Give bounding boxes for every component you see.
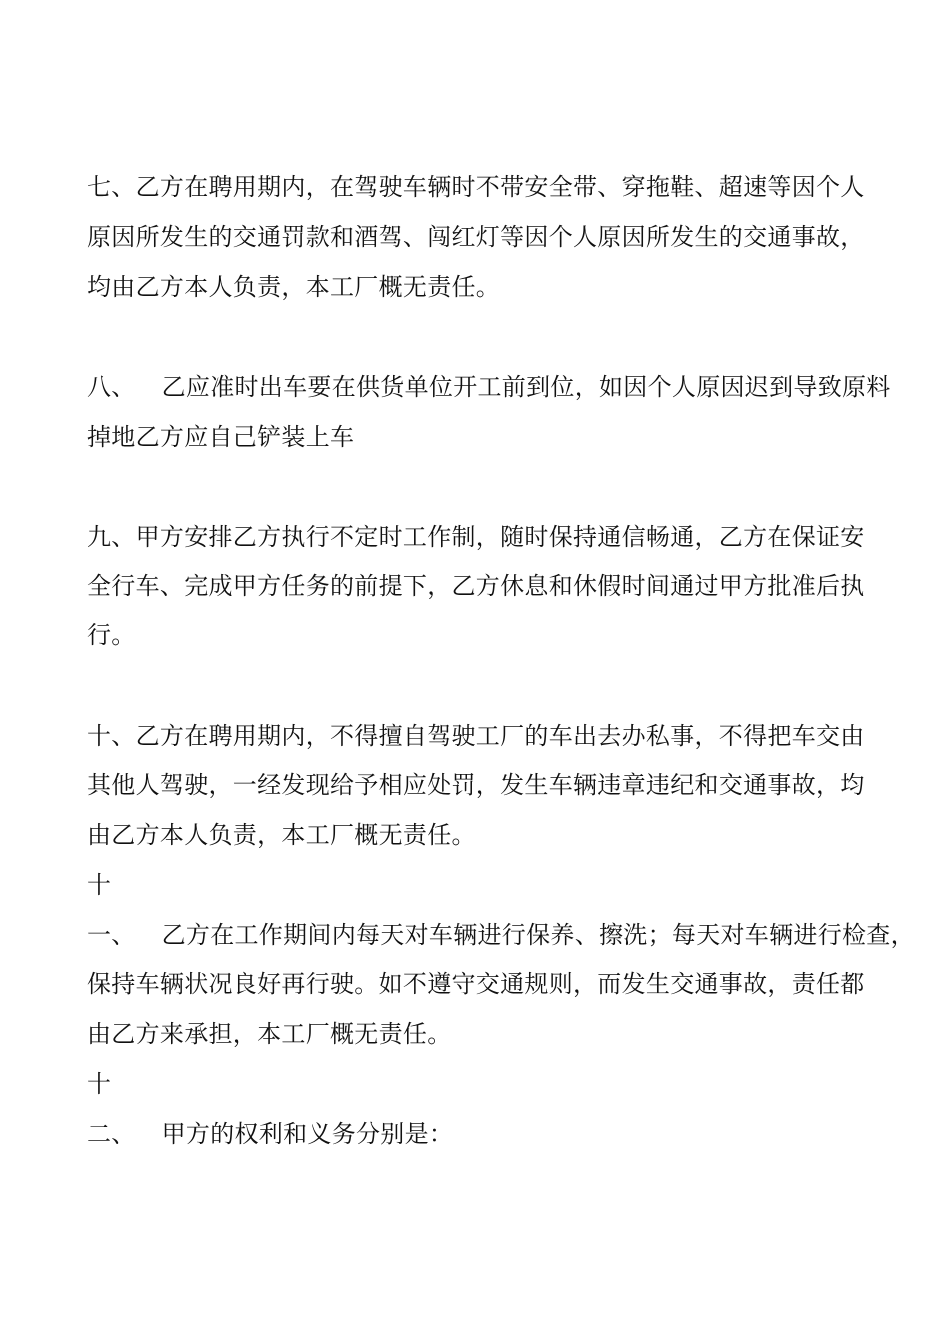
clause-8-text: 乙应准时出车要在供货单位开工前到位，如因个人原因迟到导致原料 bbox=[161, 373, 891, 401]
clause-8-line-2: 掉地乙方应自己铲装上车 bbox=[87, 423, 355, 451]
clause-12-prefix: 十 bbox=[87, 1070, 112, 1098]
clause-12-text: 甲方的权利和义务分别是： bbox=[161, 1120, 454, 1148]
clause-12-number: 二、 bbox=[87, 1120, 136, 1148]
clause-8-line-1 bbox=[87, 372, 891, 402]
clause-8-number: 八、 bbox=[87, 373, 136, 401]
clause-9-line-2: 全行车、完成甲方任务的前提下，乙方休息和休假时间通过甲方批准后执 bbox=[87, 572, 865, 600]
clause-11-prefix: 十 bbox=[87, 871, 112, 899]
clause-10-line-3: 由乙方本人负责，本工厂概无责任。 bbox=[87, 821, 476, 849]
clause-11-line-1 bbox=[87, 920, 915, 950]
clause-7-line-1: 七、乙方在聘用期内，在驾驶车辆时不带安全带、穿拖鞋、超速等因个人 bbox=[87, 173, 865, 201]
clause-11-line-2: 保持车辆状况良好再行驶。如不遵守交通规则，而发生交通事故，责任都 bbox=[87, 970, 865, 998]
clause-11-number: 一、 bbox=[87, 921, 136, 949]
clause-7-line-3: 均由乙方本人负责，本工厂概无责任。 bbox=[87, 273, 501, 301]
clause-12-line-1 bbox=[87, 1119, 453, 1149]
clause-7-line-2: 原因所发生的交通罚款和酒驾、闯红灯等因个人原因所发生的交通事故， bbox=[87, 223, 865, 251]
clause-9-line-3: 行。 bbox=[87, 621, 136, 649]
clause-9-line-1: 九、甲方安排乙方执行不定时工作制，随时保持通信畅通，乙方在保证安 bbox=[87, 523, 865, 551]
clause-10-line-1: 十、乙方在聘用期内，不得擅自驾驶工厂的车出去办私事，不得把车交由 bbox=[87, 722, 865, 750]
clause-11-line-3: 由乙方来承担，本工厂概无责任。 bbox=[87, 1020, 452, 1048]
clause-10-line-2: 其他人驾驶，一经发现给予相应处罚，发生车辆违章违纪和交通事故，均 bbox=[87, 771, 865, 799]
clause-11-text: 乙方在工作期间内每天对车辆进行保养、擦洗；每天对车辆进行检查， bbox=[161, 921, 915, 949]
